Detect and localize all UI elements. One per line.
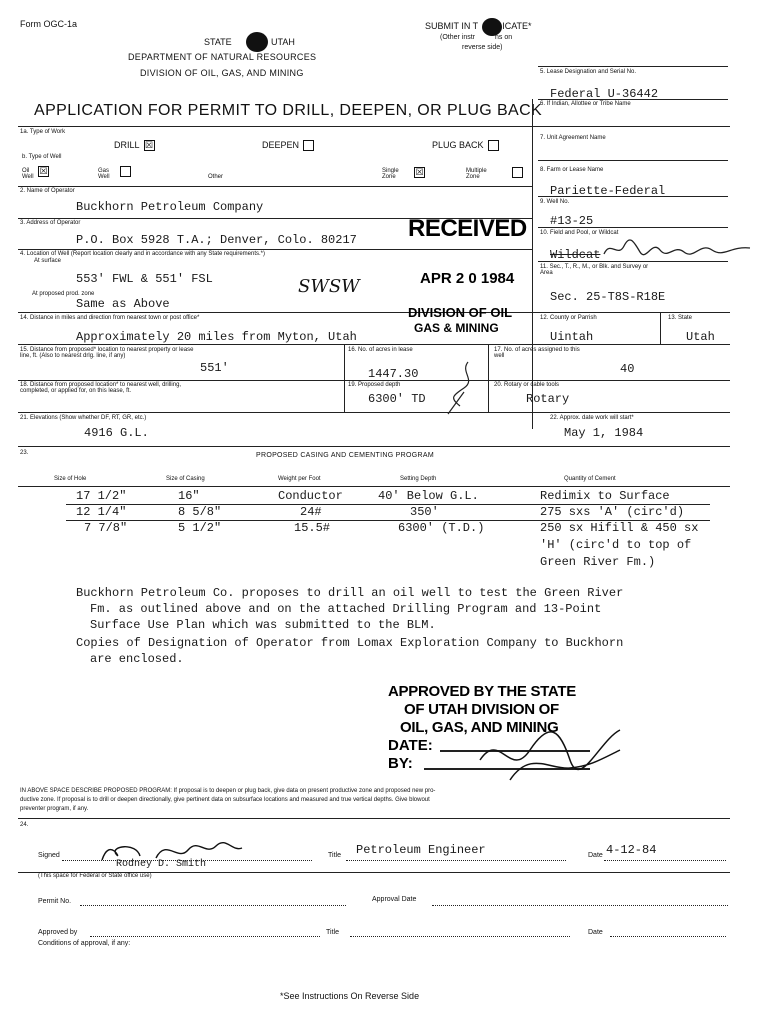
well-no-label: 9. Well No.	[540, 199, 570, 205]
date-label: Date	[588, 852, 603, 859]
other-label: Other	[208, 174, 224, 180]
approved-stamp-1: APPROVED BY THE STATE	[388, 683, 576, 700]
deepen-option[interactable]: DEEPEN	[262, 140, 314, 151]
sec-value: Sec. 25-T8S-R18E	[550, 290, 666, 304]
casing-header: Setting Depth	[400, 476, 437, 482]
dist-well-label: 18. Distance from proposed location* to nearest well, drilling, completed, or applied for, on this lease, ft.	[20, 382, 182, 394]
approval-signature	[470, 720, 630, 790]
department-name: DEPARTMENT OF NATURAL RESOURCES	[128, 52, 317, 62]
body-line: are enclosed.	[90, 652, 184, 666]
plug-back-checkbox[interactable]	[488, 140, 499, 151]
division-name: DIVISION OF OIL, GAS, AND MINING	[140, 68, 304, 78]
sec-label: 11. Sec., T., R., M., or Blk. and Survey or Area	[540, 264, 649, 276]
multiple-zone-checkbox[interactable]	[512, 167, 523, 178]
at-surface-label: At surface	[34, 258, 62, 264]
operator-value: Buckhorn Petroleum Company	[76, 200, 264, 214]
title-label: Title	[328, 852, 341, 859]
elev-label: 21. Elevations (Show whether DF, RT, GR, etc.)	[20, 415, 147, 421]
table-cell: 6300' (T.D.)	[398, 521, 485, 535]
table-cell: 40' Below G.L.	[378, 489, 479, 503]
lease-label: 5. Lease Designation and Serial No.	[540, 69, 637, 75]
table-cell: Conductor	[278, 489, 343, 503]
ink-blot	[246, 32, 268, 52]
approved-date-label: DATE:	[388, 737, 433, 754]
table-cell: 7 7/8"	[84, 521, 128, 535]
submit-instruction: SUBMIT IN T ICATE*	[425, 21, 532, 31]
handwritten-undesignated	[600, 236, 760, 262]
acres-value: 1447.30	[368, 367, 419, 381]
signed-label: Signed	[38, 852, 60, 859]
approved-stamp-2: OF UTAH DIVISION OF	[404, 701, 559, 718]
drill-checkbox[interactable]: ☒	[144, 140, 154, 151]
indian-label: 6. If Indian, Allottee or Tribe Name	[540, 101, 631, 107]
gas-well-label: Gas Well	[98, 168, 110, 180]
field-value: Wildcat	[550, 248, 601, 262]
prop-dist-label: 15. Distance from proposed* location to nearest property or lease line, ft. (Also to nearest drlg. line, if any)	[20, 347, 194, 359]
operator-label: 2. Name of Operator	[20, 188, 75, 194]
date-value: 4-12-84	[606, 843, 657, 857]
table-cell: 12 1/4"	[76, 505, 127, 519]
prop-dist-value: 551'	[200, 361, 229, 375]
body-line: Copies of Designation of Operator from Lomax Exploration Company to Buckhorn	[76, 636, 624, 650]
gas-well-checkbox[interactable]	[120, 166, 131, 177]
acres-assigned-value: 40	[620, 362, 635, 376]
unit-label: 7. Unit Agreement Name	[540, 135, 606, 141]
instructions-note: *See Instructions On Reverse Side	[280, 991, 420, 1001]
acres-assigned-label: 17. No. of acres assigned to this well	[494, 347, 580, 359]
depth-label: 19. Proposed depth	[348, 382, 401, 388]
multiple-zone-label: Multiple Zone	[466, 168, 487, 180]
lease-value: Federal U-36442	[550, 87, 659, 101]
body-line: Surface Use Plan which was submitted to the BLM.	[90, 618, 436, 632]
above-space-note: ductive zone. If proposal is to drill or deepen directionally, give pertinent data on subsurface locations and measured and true vertical depths. Give blowout	[20, 797, 430, 803]
casing-title: PROPOSED CASING AND CEMENTING PROGRAM	[256, 452, 434, 459]
oil-well-checkbox[interactable]: ☒	[39, 166, 48, 176]
above-space-note: preventer program, if any.	[20, 806, 89, 812]
conditions-label: Conditions of approval, if any:	[38, 940, 131, 947]
section-24: 24.	[20, 822, 29, 828]
single-zone-checkbox[interactable]: ☒	[415, 167, 424, 177]
body-line: Fm. as outlined above and on the attached Drilling Program and 13-Point	[90, 602, 602, 616]
address-value: P.O. Box 5928 T.A.; Denver, Colo. 80217	[76, 233, 357, 247]
title-field-label: Title	[326, 929, 339, 936]
prod-zone-value: Same as Above	[76, 297, 170, 311]
elev-value: 4916 G.L.	[84, 426, 149, 440]
rotary-label: 20. Rotary or cable tools	[494, 382, 560, 388]
deepen-checkbox[interactable]	[303, 140, 314, 151]
distance-value: Approximately 20 miles from Myton, Utah	[76, 330, 357, 344]
office-use-note: (This space for Federal or State office use)	[38, 873, 152, 879]
title-value: Petroleum Engineer	[356, 843, 486, 857]
table-cell: 5 1/2"	[178, 521, 222, 535]
state-label: STATE	[204, 37, 232, 47]
type-work-label: 1a. Type of Work	[20, 129, 66, 135]
handwritten-swsw: SWSW	[298, 276, 360, 297]
table-cell: 275 sxs 'A' (circ'd)	[540, 505, 685, 519]
division-stamp-1: DIVISION OF OIL	[408, 305, 513, 320]
casing-header: Weight per Foot	[278, 476, 321, 482]
signer-name: Rodney D. Smith	[116, 859, 207, 870]
handwritten-initials	[440, 358, 480, 418]
permit-no-label: Permit No.	[38, 898, 72, 905]
table-cell: 16"	[178, 489, 200, 503]
single-zone-label: Single Zone	[382, 168, 399, 180]
approved-stamp-3: OIL, GAS, AND MINING	[400, 719, 559, 736]
state-value: Utah	[686, 330, 715, 344]
drill-option[interactable]: DRILL ☒	[114, 140, 154, 151]
distance-label: 14. Distance in miles and direction from nearest town or post office*	[20, 315, 200, 321]
type-well-label: b. Type of Well	[22, 154, 62, 160]
approved-by-label: BY:	[388, 755, 413, 772]
casing-header: Quantity of Cement	[564, 476, 616, 482]
body-line: Buckhorn Petroleum Co. proposes to drill an oil well to test the Green River	[76, 586, 624, 600]
prod-zone-label: At proposed prod. zone	[32, 291, 95, 297]
table-cell: 250 sx Hifill & 450 sx	[540, 521, 699, 535]
date-start-value: May 1, 1984	[564, 426, 644, 440]
table-cell: 350'	[410, 505, 439, 519]
acres-label: 16. No. of acres in lease	[348, 347, 413, 353]
table-cell: Redimix to Surface	[540, 489, 670, 503]
table-cell: 17 1/2"	[76, 489, 127, 503]
county-value: Uintah	[550, 330, 594, 344]
plug-back-option[interactable]: PLUG BACK	[432, 140, 499, 151]
well-no-value: #13-25	[550, 214, 594, 228]
approved-by-field-label: Approved by	[38, 929, 78, 936]
date-start-label: 22. Approx. date work will start*	[550, 415, 634, 421]
above-space-note: IN ABOVE SPACE DESCRIBE PROPOSED PROGRAM: If proposal is to deepen or plug back, give data on present productive zone and proposed new pro-	[20, 788, 436, 794]
table-cell: 24#	[300, 505, 322, 519]
date-field-label: Date	[588, 929, 603, 936]
table-cell: 8 5/8"	[178, 505, 222, 519]
form-title: APPLICATION FOR PERMIT TO DRILL, DEEPEN, OR PLUG BACK	[34, 102, 543, 119]
other-instructions: (Other instr ns on	[440, 34, 513, 41]
farm-label: 8. Farm or Lease Name	[540, 167, 604, 173]
section-23: 23.	[20, 450, 29, 456]
county-label: 12. County or Parrish	[540, 315, 597, 321]
approval-date-label: Approval Date	[372, 896, 417, 903]
farm-value: Pariette-Federal	[550, 184, 666, 198]
form-id: Form OGC-1a	[20, 19, 78, 29]
table-cell: 15.5#	[294, 521, 331, 535]
state-name: UTAH	[271, 37, 295, 47]
division-stamp-2: GAS & MINING	[414, 321, 499, 335]
address-label: 3. Address of Operator	[20, 220, 81, 226]
casing-header: Size of Casing	[166, 476, 205, 482]
reverse-side-note: reverse side)	[462, 44, 503, 51]
state-label-13: 13. State	[668, 315, 693, 321]
casing-header: Size of Hole	[54, 476, 87, 482]
oil-well-label: Oil Well	[22, 168, 34, 180]
table-cell: Green River Fm.)	[540, 555, 656, 569]
field-label: 10. Field and Pool, or Wildcat	[540, 230, 619, 236]
received-date-stamp: APR 2 0 1984	[420, 270, 515, 287]
rotary-value: Rotary	[526, 392, 570, 406]
location-label: 4. Location of Well (Report location clearly and in accordance with any State requirements.*)	[20, 251, 266, 257]
received-stamp: RECEIVED	[408, 215, 527, 242]
surface-location: 553' FWL & 551' FSL	[76, 272, 213, 286]
depth-value: 6300' TD	[368, 392, 426, 406]
table-cell: 'H' (circ'd to top of	[540, 538, 692, 552]
